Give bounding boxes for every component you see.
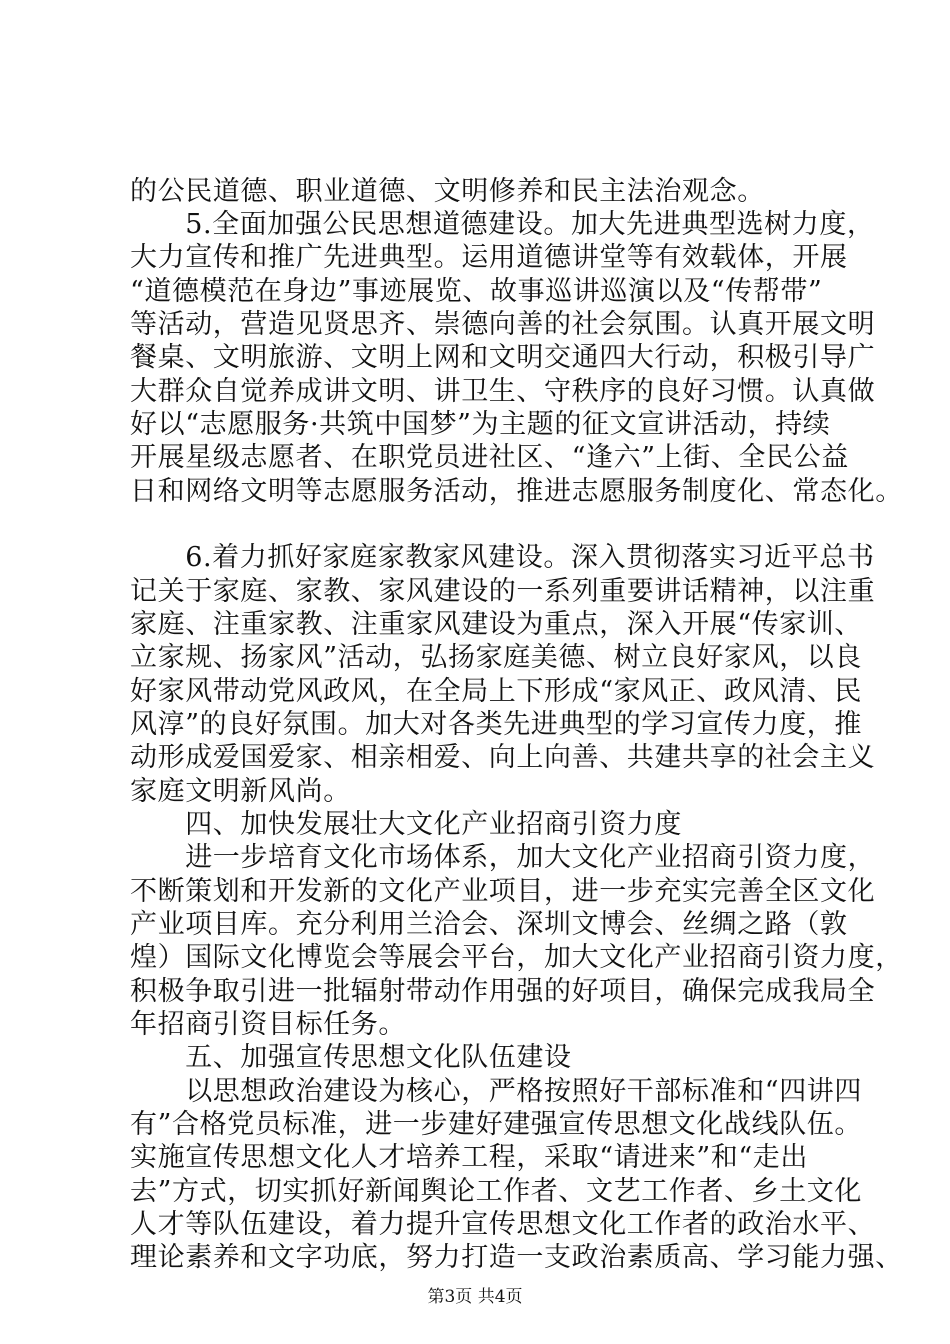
text-line: 动形成爱国爱家、相亲相爱、向上向善、共建共享的社会主义 — [130, 742, 876, 773]
text-line: 大力宣传和推广先进典型。运用道德讲堂等有效载体，开展 — [130, 242, 848, 273]
text-line: 等活动，营造见贤思齐、崇德向善的社会氛围。认真开展文明 — [130, 309, 876, 340]
section-heading: 四、加快发展壮大文化产业招商引资力度 — [130, 809, 682, 840]
text-line: 积极争取引进一批辐射带动作用强的好项目，确保完成我局全 — [130, 976, 876, 1007]
text-line: “道德模范在身边”事迹展览、故事巡讲巡演以及“传帮带” — [130, 276, 823, 307]
text-line: 大群众自觉养成讲文明、讲卫生、守秩序的良好习惯。认真做 — [130, 376, 876, 407]
text-line: 立家规、扬家风”活动，弘扬家庭美德、树立良好家风，以良 — [130, 642, 863, 673]
text-line: 理论素养和文字功底，努力打造一支政治素质高、学习能力强、 — [130, 1242, 903, 1273]
text-line: 日和网络文明等志愿服务活动，推进志愿服务制度化、常态化。 — [130, 476, 903, 507]
text-line: 进一步培育文化市场体系，加大文化产业招商引资力度， — [130, 842, 876, 873]
text-line: 实施宣传思想文化人才培养工程，采取“请进来”和“走出 — [130, 1142, 809, 1173]
text-line: 年招商引资目标任务。 — [130, 1009, 406, 1040]
text-line: 风淳”的良好氛围。加大对各类先进典型的学习宣传力度，推 — [130, 709, 863, 740]
page-number-footer: 第3页 共4页 — [427, 1287, 523, 1307]
text-line: 开展星级志愿者、在职党员进社区、“逢六”上街、全民公益 — [130, 442, 849, 473]
text-line: 人才等队伍建设，着力提升宣传思想文化工作者的政治水平、 — [130, 1209, 876, 1240]
text-line: 去”方式，切实抓好新闻舆论工作者、文艺工作者、乡土文化 — [130, 1176, 863, 1207]
text-line: 家庭文明新风尚。 — [130, 776, 351, 807]
text-line: 记关于家庭、家教、家风建设的一系列重要讲话精神，以注重 — [130, 576, 876, 607]
text-line: 5.全面加强公民思想道德建设。加大先进典型选树力度， — [130, 209, 875, 240]
text-line: 好以“志愿服务·共筑中国梦”为主题的征文宣讲活动，持续 — [130, 409, 831, 440]
text-line: 的公民道德、职业道德、文明修养和民主法治观念。 — [130, 176, 765, 207]
text-line: 有”合格党员标准，进一步建好建强宣传思想文化战线队伍。 — [130, 1109, 863, 1140]
text-line: 餐桌、文明旅游、文明上网和文明交通四大行动，积极引导广 — [130, 342, 876, 373]
section-heading: 五、加强宣传思想文化队伍建设 — [130, 1042, 572, 1073]
text-line: 家庭、注重家教、注重家风建设为重点，深入开展“传家训、 — [130, 609, 863, 640]
text-line: 煌）国际文化博览会等展会平台，加大文化产业招商引资力度， — [130, 942, 903, 973]
text-line: 好家风带动党风政风，在全局上下形成“家风正、政风清、民 — [130, 676, 863, 707]
text-line: 6.着力抓好家庭家教家风建设。深入贯彻落实习近平总书 — [130, 542, 875, 573]
text-line: 以思想政治建设为核心，严格按照好干部标准和“四讲四 — [130, 1076, 863, 1107]
text-line: 不断策划和开发新的文化产业项目，进一步充实完善全区文化 — [130, 876, 876, 907]
text-line: 产业项目库。充分利用兰洽会、深圳文博会、丝绸之路（敦 — [130, 909, 848, 940]
